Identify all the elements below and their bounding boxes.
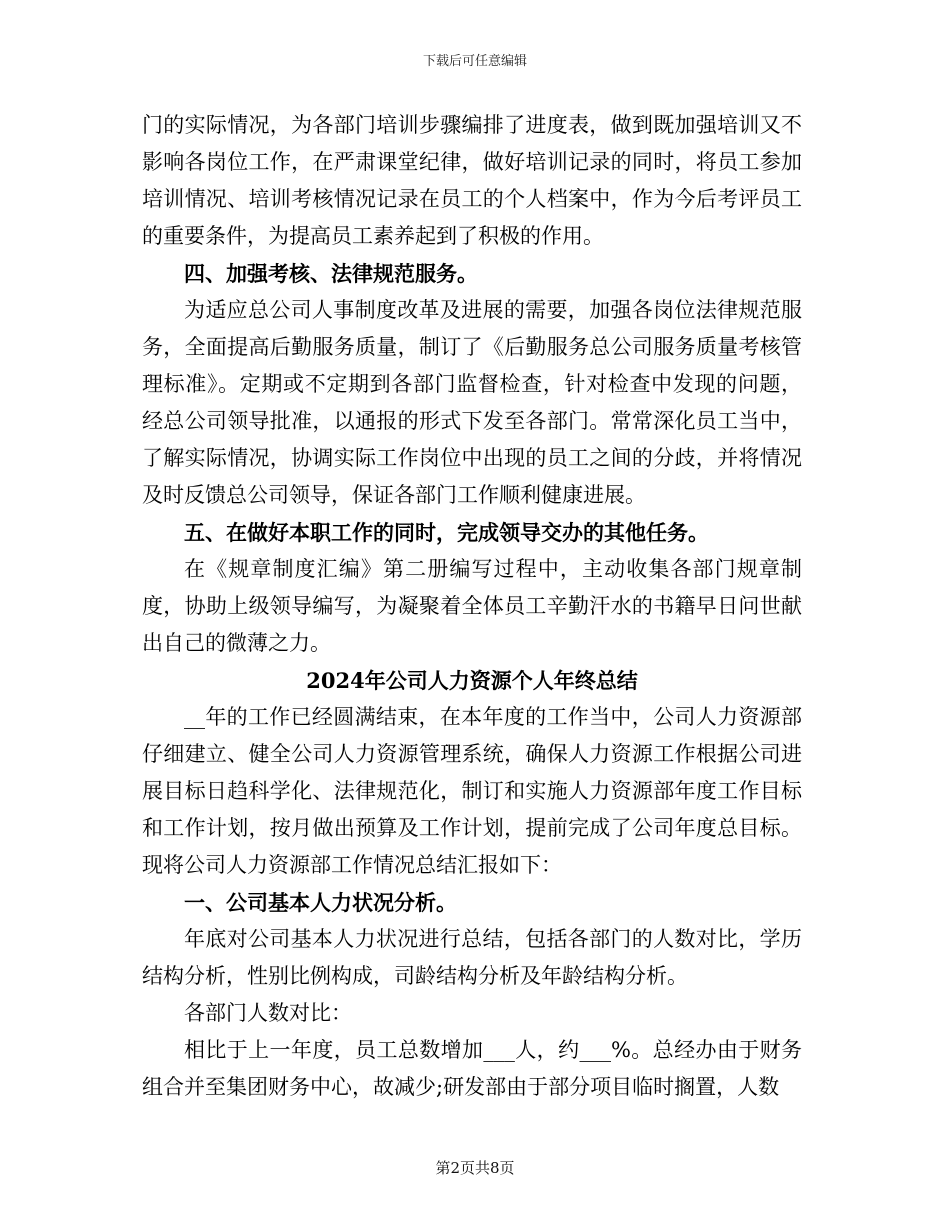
paragraph-dept-compare: 各部门人数对比：: [184, 1001, 352, 1025]
section-heading-5: 五、在做好本职工作的同时，完成领导交办的其他任务。: [184, 520, 709, 545]
section-heading-1: 一、公司基本人力状况分析。: [184, 890, 457, 915]
document-body: [142, 107, 802, 1106]
page-footer: 第2页共8页: [435, 1159, 515, 1177]
page-header: 下载后可任意编辑: [422, 54, 527, 69]
paragraph-analysis: 年底对公司基本人力状况进行总结，包括各部门的人数对比，学历结构分析，性别比例构成，司龄结构分析及年龄结构分析。: [142, 927, 802, 988]
paragraph-assessment: 为适应总公司人事制度改革及进展的需要，加强各岗位法律规范服务，全面提高后勤服务质量，制订了《后勤服务总公司服务质量考核管理标准》。定期或不定期到各部门监督检查，针对检查中发现的问题，经总公司领导批准，以通报的形式下发至各部门。常常深化员工当中，了解实际情况，协调实际工作岗位中出现的员工之间的分歧，并将情况及时反馈总公司领导，保证各部门工作顺利健康进展。: [142, 298, 802, 507]
paragraph-intro: __年的工作已经圆满结束，在本年度的工作当中，公司人力资源部仔细建立、健全公司人力资源管理系统，确保人力资源工作根据公司进展目标日趋科学化、法律规范化，制订和实施人力资源部年度工作目标和工作计划，按月做出预算及工作计划，提前完成了公司年度总目标。现将公司人力资源部工作情况总结汇报如下：: [142, 705, 802, 877]
section-heading-4: 四、加强考核、法律规范服务。: [184, 261, 478, 286]
paragraph-training: 门的实际情况，为各部门培训步骤编排了进度表，做到既加强培训又不影响各岗位工作，在严肃课堂纪律，做好培训记录的同时，将员工参加培训情况、培训考核情况记录在员工的个人档案中，作为今后考评员工的重要条件，为提高员工素养起到了积极的作用。: [142, 113, 802, 248]
paragraph-other-tasks: 在《规章制度汇编》第二册编写过程中，主动收集各部门规章制度，协助上级领导编写，为凝聚着全体员工辛勤汗水的书籍早日问世献出自己的微薄之力。: [142, 557, 802, 655]
document-title: 2024年公司人力资源个人年终总结: [306, 668, 638, 693]
paragraph-headcount: 相比于上一年度，员工总数增加___人，约___%。总经办由于财务组合并至集团财务中心，故减少;研发部由于部分项目临时搁置，人数: [142, 1038, 802, 1099]
